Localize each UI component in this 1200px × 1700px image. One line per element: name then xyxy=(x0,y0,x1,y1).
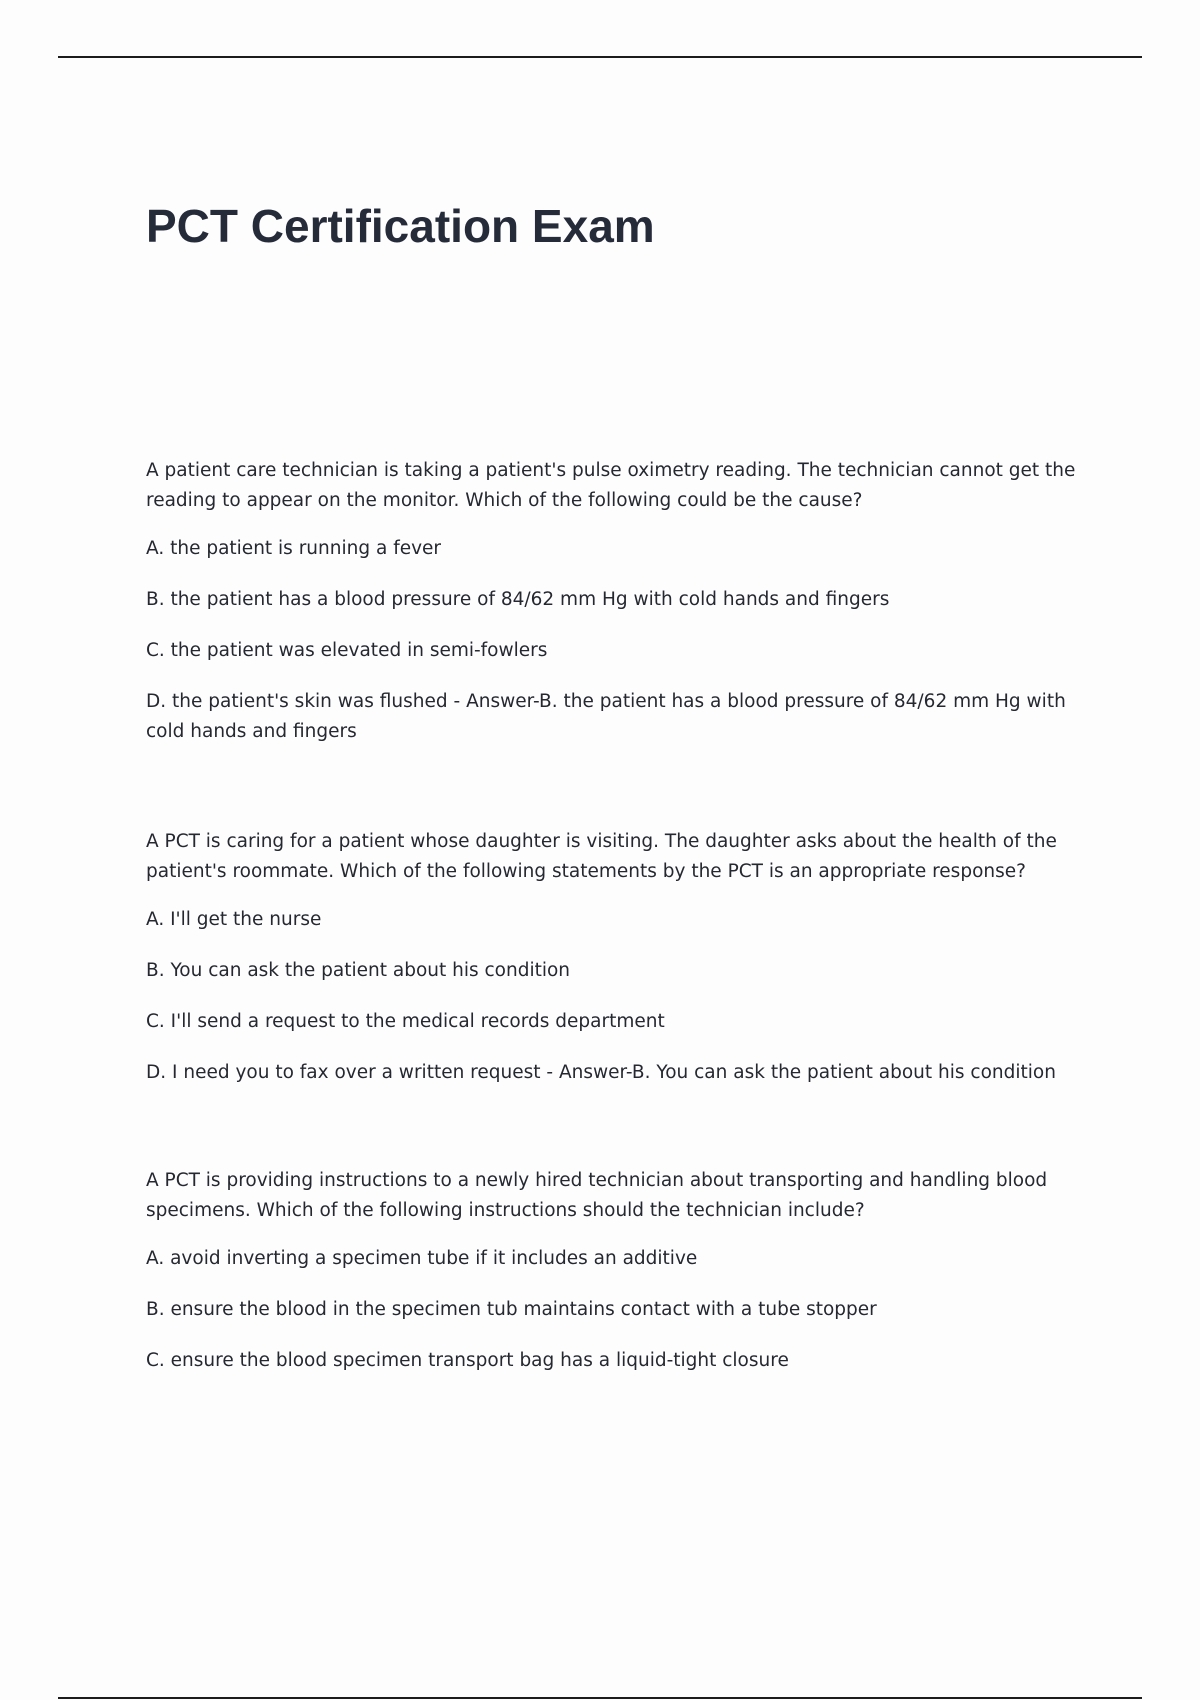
top-rule xyxy=(58,56,1142,58)
option-b: B. the patient has a blood pressure of 84/62 mm Hg with cold hands and fingers xyxy=(146,589,890,610)
question-3 xyxy=(146,1166,1086,1397)
option-a: A. the patient is running a fever xyxy=(146,538,442,559)
question-stem: A PCT is caring for a patient whose daughter is visiting. The daughter asks about the health of the patient's roommate. Which of the following statements by the PCT is an appropriate response? xyxy=(146,831,1057,882)
question-stem: A PCT is providing instructions to a newly hired technician about transporting and handling blood specimens. Which of the following instructions should the technician include? xyxy=(146,1170,1048,1221)
option-c: C. I'll send a request to the medical records department xyxy=(146,1011,665,1032)
question-2 xyxy=(146,827,1086,1109)
option-a: A. avoid inverting a specimen tube if it includes an additive xyxy=(146,1248,698,1269)
option-a: A. I'll get the nurse xyxy=(146,909,322,930)
page-title: PCT Certification Exam xyxy=(146,200,655,252)
question-stem: A patient care technician is taking a patient's pulse oximetry reading. The technician cannot get the reading to appear on the monitor. Which of the following could be the cause? xyxy=(146,460,1076,511)
option-d-answer: D. I need you to fax over a written request - Answer-B. You can ask the patient about his condition xyxy=(146,1062,1056,1083)
option-c: C. ensure the blood specimen transport bag has a liquid-tight closure xyxy=(146,1350,789,1371)
option-b: B. ensure the blood in the specimen tub maintains contact with a tube stopper xyxy=(146,1299,877,1320)
bottom-rule xyxy=(58,1697,1142,1699)
option-d-answer: D. the patient's skin was flushed - Answer-B. the patient has a blood pressure of 84/62 mm Hg with cold hands and fingers xyxy=(146,691,1066,742)
option-c: C. the patient was elevated in semi-fowlers xyxy=(146,640,548,661)
question-1 xyxy=(146,456,1086,768)
option-b: B. You can ask the patient about his condition xyxy=(146,960,571,981)
